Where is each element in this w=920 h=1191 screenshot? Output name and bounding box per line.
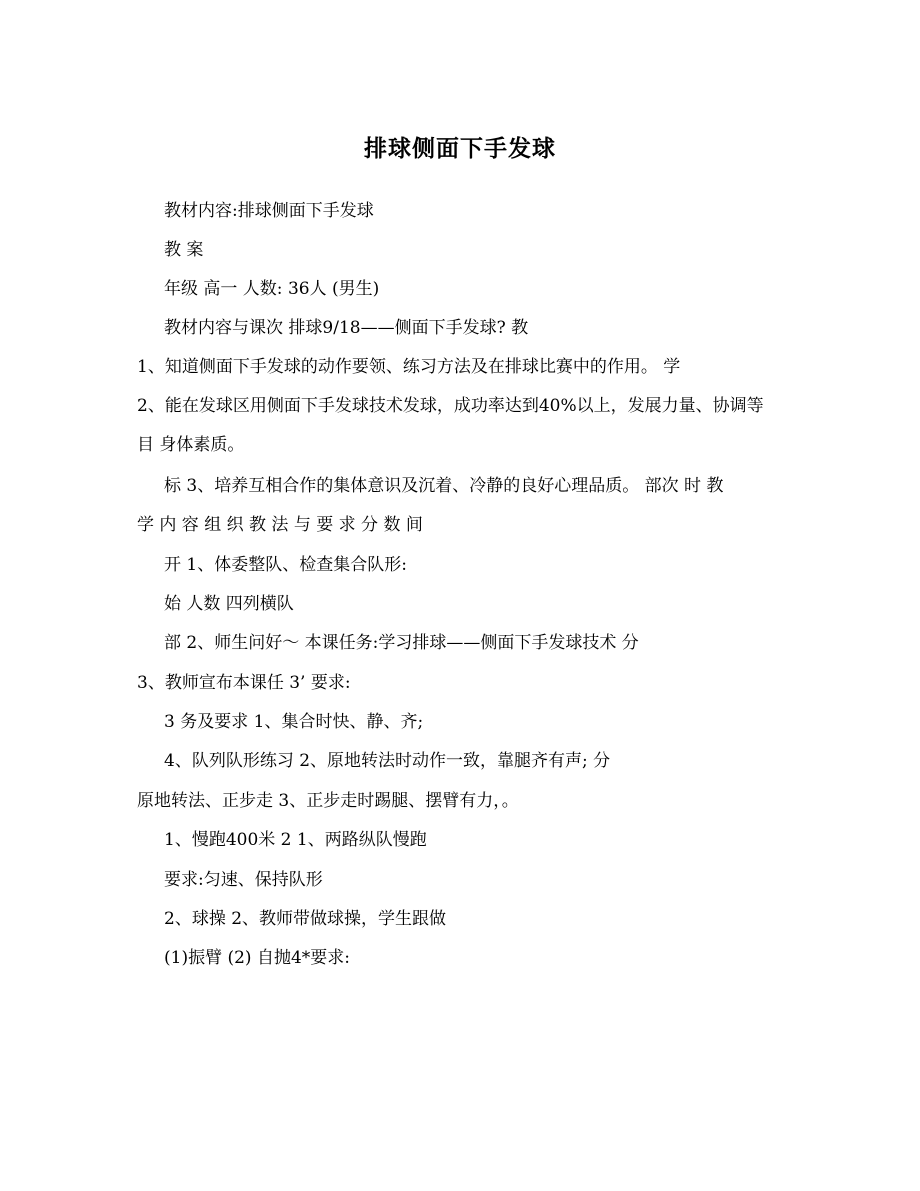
text-line-jog: 1、慢跑400米 2 1、两路纵队慢跑: [164, 830, 427, 850]
text-line-lesson-plan: 教 案: [164, 240, 204, 260]
text-line-start-1: 开 1、体委整队、检查集合队形:: [164, 555, 407, 575]
text-line-part-2: 部 2、师生问好～ 本课任务:学习排球——侧面下手发球技术 分: [164, 633, 639, 653]
text-line-swing-toss: (1)振臂 (2) 自抛4*要求:: [164, 948, 351, 968]
text-line-jog-requirement: 要求:匀速、保持队形: [164, 870, 323, 890]
text-line-requirements-1: 3 务及要求 1、集合时快、静、齐;: [164, 712, 424, 732]
text-line-table-header: 学 内 容 组 织 教 法 与 要 求 分 数 间: [137, 515, 423, 535]
text-line-goal-2: 2、能在发球区用侧面下手发球技术发球，成功率达到40%以上，发展力量、协调等: [137, 396, 764, 416]
text-line-content-session: 教材内容与课次 排球9/18——侧面下手发球? 教: [164, 318, 529, 338]
text-line-grade: 年级 高一 人数: 36人 (男生): [164, 279, 380, 299]
text-line-material: 教材内容:排球侧面下手发球: [164, 201, 374, 221]
text-line-start-2: 始 人数 四列横队: [164, 594, 294, 614]
text-line-goal-1: 1、知道侧面下手发球的动作要领、练习方法及在排球比赛中的作用。 学: [137, 357, 681, 377]
text-line-ball-exercise: 2、球操 2、教师带做球操，学生跟做: [164, 909, 447, 929]
text-line-teacher-announce: 3、教师宣布本课任 3’ 要求:: [137, 673, 351, 693]
text-line-goal-2-cont: 目 身体素质。: [137, 435, 245, 455]
document-title: 排球侧面下手发球: [364, 135, 556, 162]
text-line-march: 原地转法、正步走 3、正步走时踢腿、摆臂有力，。: [137, 791, 519, 811]
text-line-goal-3: 标 3、培养互相合作的集体意识及沉着、冷静的良好心理品质。 部次 时 教: [164, 476, 724, 496]
text-line-drill-4: 4、队列队形练习 2、原地转法时动作一致，靠腿齐有声; 分: [164, 751, 611, 771]
